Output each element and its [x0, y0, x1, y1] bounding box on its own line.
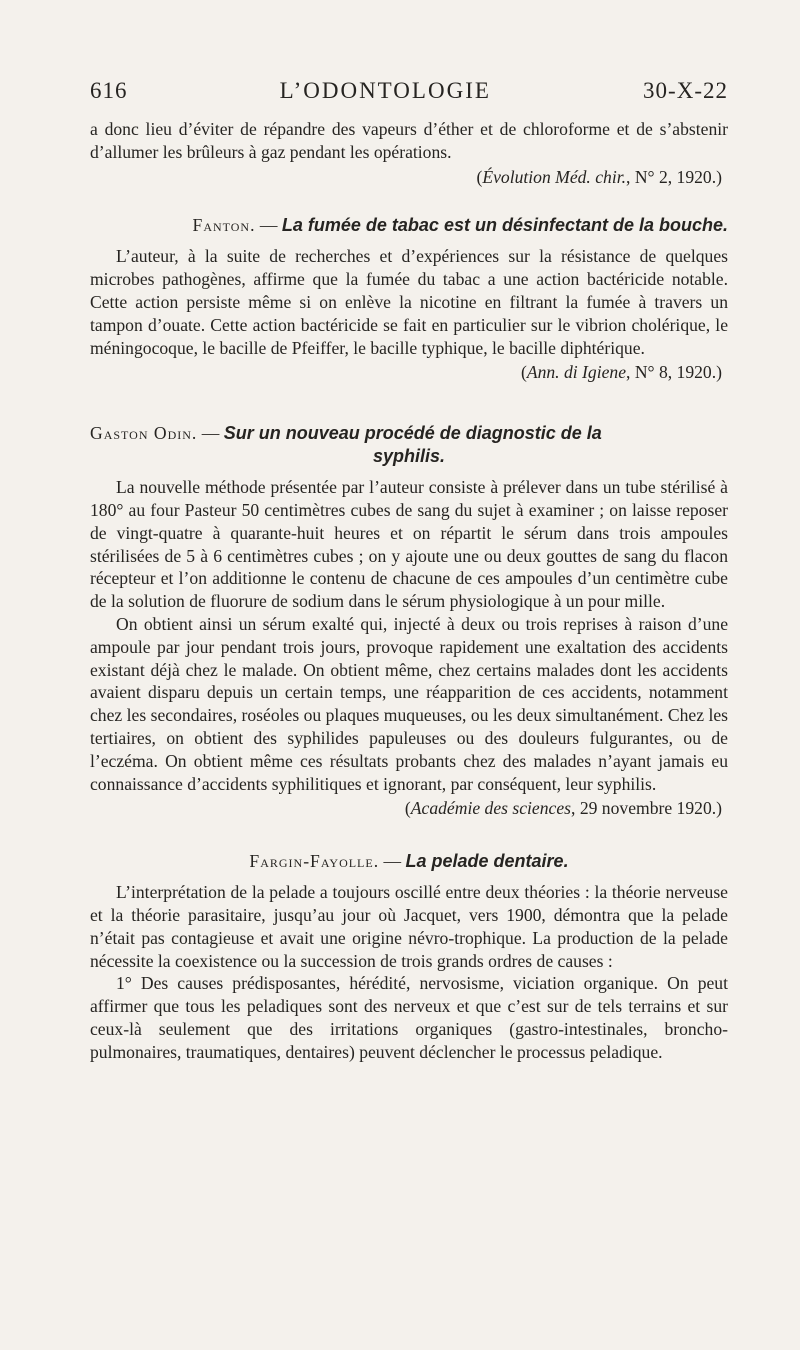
- heading-dash: —: [255, 215, 282, 236]
- citation: (Ann. di Igiene, N° 8, 1920.): [520, 362, 722, 383]
- article-paragraph: L’auteur, à la suite de recherches et d’expériences sur la résistance de quelques microbes pathogènes, affirme que la fumée du tabac a une action bactéricide notable. Cette action persiste même si on enlève la nicotine en filtrant la fumée à travers un tampon d’ouate. Cette action bactéricide se fait en particulier sur le vibrion cholérique, le méningocoque, le bacille de Pfeiffer, le bacille typhique, le bacille diphtérique.: [90, 246, 728, 358]
- article-heading: [90, 850, 728, 873]
- article-paragraph: 1° Des causes prédisposantes, hérédité, nervosisme, viciation organique. On peut affirmer que tous les peladiques sont des nerveux et que c’est sur de tels terrains et sur ceux-là seulement que des irritations organiques (gastro-intestinales, broncho-pulmonaires, traumatiques, dentaires) peuvent déclencher le processus peladique.: [90, 973, 728, 1062]
- heading-dash: —: [379, 851, 406, 872]
- citation-details: , N° 2, 1920.): [626, 166, 722, 187]
- citation-source: Ann. di Igiene: [526, 362, 627, 383]
- article-author: Fargin-Fayolle.: [249, 851, 380, 872]
- article-title: La pelade dentaire.: [405, 851, 569, 872]
- article-title-continued: syphilis.: [372, 446, 446, 467]
- running-header: [90, 78, 728, 104]
- citation-details: , 29 novembre 1920.): [571, 798, 722, 819]
- issue-date: 30-X-22: [643, 78, 728, 103]
- journal-title: L’ODONTOLOGIE: [279, 78, 491, 103]
- article-paragraph: La nouvelle méthode présentée par l’auteur consiste à prélever dans un tube stérilisé à 180° au four Pasteur 50 centimètres cubes de sang du sujet à examiner ; on laisse reposer de vingt-quatre à quarante-huit heures et on répartit le sérum dans trois ampoules stérilisées de 5 à 6 centimètres cubes ; on y ajoute une ou deux gouttes de sang du flacon récepteur et l’on additionne le contenu de chacune de ces ampoules d’un centimètre cube de la solution de fluorure de sodium dans le sérum physiologique à un pour mille.: [90, 477, 728, 612]
- article-author: Gaston Odin.: [90, 423, 198, 444]
- citation-source: Académie des sciences: [410, 798, 572, 819]
- continuation-paragraph: a donc lieu d’éviter de répandre des vapeurs d’éther et de chloroforme et de s’abstenir d’allumer les brûleurs à gaz pendant les opérations.: [90, 119, 728, 162]
- heading-dash: —: [197, 423, 224, 444]
- article-heading: [90, 214, 728, 237]
- article-paragraph: On obtient ainsi un sérum exalté qui, injecté à deux ou trois reprises à raison d’une ampoule par jour pendant trois jours, provoque rapidement une exaltation des accidents existant déjà chez le malade. On obtient même, chez certains malades dont les accidents avaient disparu depuis un certain temps, une réapparition de ces accidents, notamment chez les secondaires, roséoles ou plaques muqueuses, ou les deux simultanément. Chez les tertiaires, on obtient des syphilides papuleuses ou des douleurs fulgurantes, ou de l’eczéma. On obtient même ces résultats probants chez des malades n’ayant jamais eu connaissance d’accidents syphilitiques et ignorant, par conséquent, leur syphilis.: [90, 613, 728, 794]
- citation-source: Évolution Méd. chir.: [482, 166, 627, 187]
- article-paragraph: L’interprétation de la pelade a toujours oscillé entre deux théories : la théorie nerveuse et la théorie parasitaire, jusqu’au jour où Jacquet, vers 1900, démontra que la pelade n’était pas contagieuse et avait une origine névro-trophique. La production de la pelade nécessite la coexistence ou la succession de trois grands ordres de causes :: [90, 882, 728, 971]
- article-title: La fumée de tabac est un désinfectant de la bouche.: [281, 215, 728, 236]
- page-number: 616: [90, 78, 128, 103]
- citation: (Évolution Méd. chir., N° 2, 1920.): [476, 166, 722, 187]
- article-author: Fanton.: [192, 215, 256, 236]
- article-title: Sur un nouveau procédé de diagnostic de la: [223, 423, 602, 444]
- citation: (Académie des sciences, 29 novembre 1920.): [404, 798, 722, 819]
- citation-details: , N° 8, 1920.): [626, 362, 722, 383]
- article-heading: [90, 422, 728, 468]
